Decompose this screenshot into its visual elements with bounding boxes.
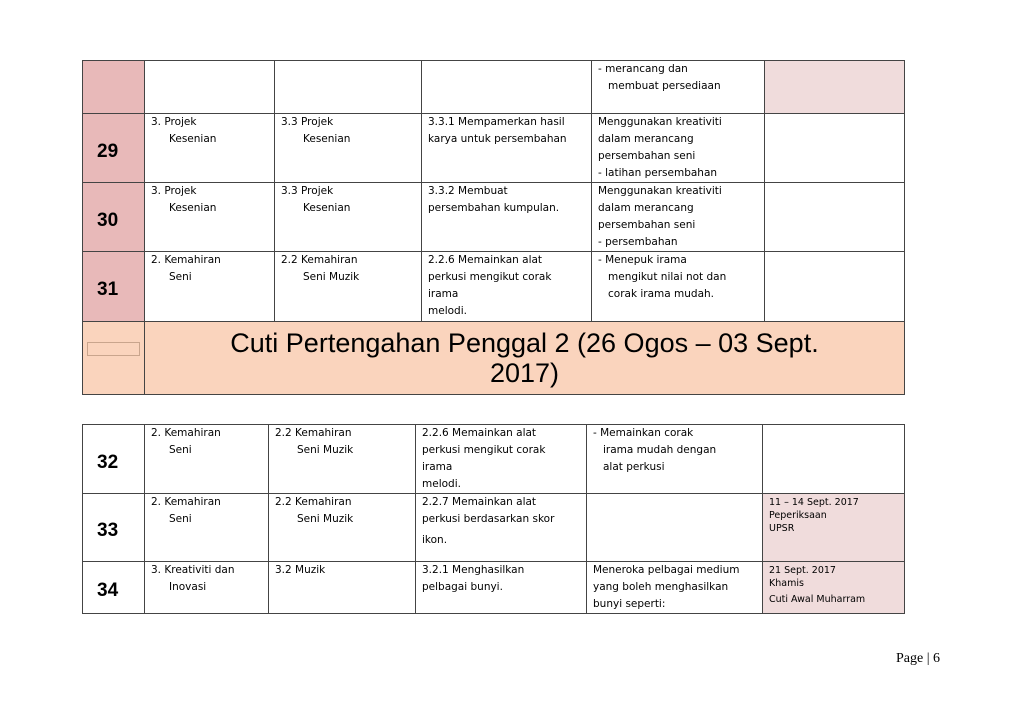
holiday-banner: Cuti Pertengahan Penggal 2 (26 Ogos – 03 Sept. 2017): [145, 322, 905, 395]
table-row: [83, 61, 905, 114]
remark-cell: 11 – 14 Sept. 2017 Peperiksaan UPSR: [763, 494, 905, 562]
table-row: 34 3. Kreativiti dan Inovasi 3.2 Muzik 3.2.1 Menghasilkan pelbagai bunyi. Meneroka pelbagai medium yang boleh menghasilkan bunyi seperti: 21 Sept. 2017 Khamis Cuti Awal Muharram: [83, 562, 905, 614]
table-row: 31 2. Kemahiran Seni 2.2 Kemahiran Seni Muzik 2.2.6 Memainkan alat perkusi mengikut corak irama melodi. - Menepuk irama mengikut nilai not dan corak irama mudah.: [83, 252, 905, 322]
week-number: 34: [83, 562, 145, 614]
week-cell: [83, 61, 145, 114]
remark-cell: 21 Sept. 2017 Khamis Cuti Awal Muharram: [763, 562, 905, 614]
table-row: 29 3. Projek Kesenian 3.3 Projek Kesenian 3.3.1 Mempamerkan hasil karya untuk persembahan Menggunakan kreativiti dalam merancang persembahan seni - latihan persembahan: [83, 114, 905, 183]
holiday-row: [83, 322, 905, 395]
lesson-table-1: [82, 60, 905, 395]
week-number: 29: [83, 114, 145, 183]
table-row: 32 2. Kemahiran Seni 2.2 Kemahiran Seni Muzik 2.2.6 Memainkan alat perkusi mengikut corak irama melodi. - Memainkan corak irama mudah dengan alat perkusi: [83, 425, 905, 494]
table-row: 30 3. Projek Kesenian 3.3 Projek Kesenian 3.3.2 Membuat persembahan kumpulan. Menggunakan kreativiti dalam merancang persembahan seni - persembahan: [83, 183, 905, 252]
table-row: 33 2. Kemahiran Seni 2.2 Kemahiran Seni Muzik 2.2.7 Memainkan alat perkusi berdasarkan skor ikon. 11 – 14 Sept. 2017 Peperiksaan UPSR: [83, 494, 905, 562]
week-number: 31: [83, 252, 145, 322]
week-number: 32: [83, 425, 145, 494]
week-number: 30: [83, 183, 145, 252]
page-number: Page | 6: [896, 651, 941, 666]
activity-cell: - merancang dan membuat persediaan: [592, 61, 765, 114]
lesson-table-2: [82, 424, 905, 614]
week-number: 33: [83, 494, 145, 562]
